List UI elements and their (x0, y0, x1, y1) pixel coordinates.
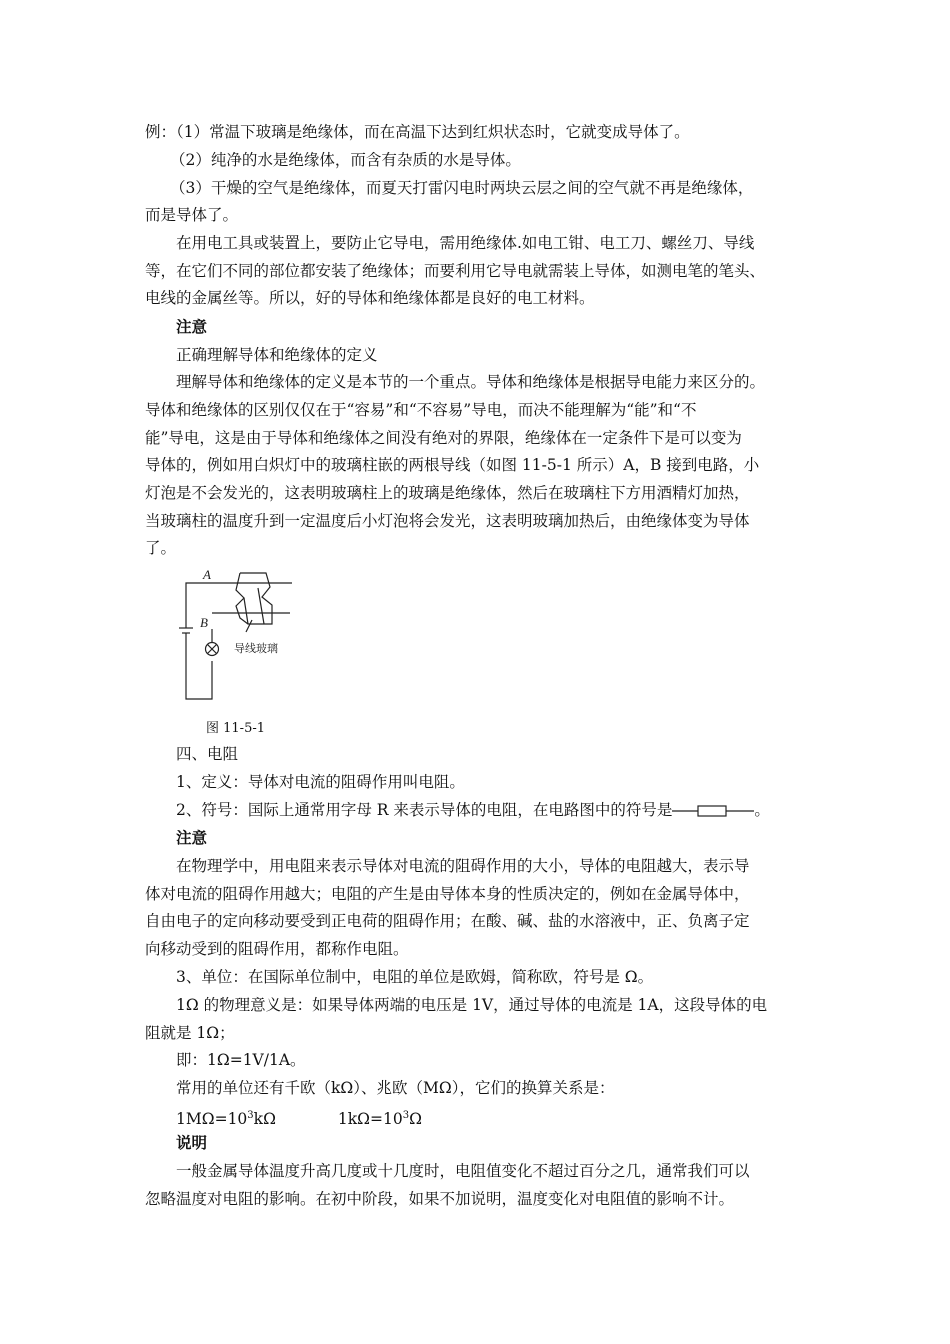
text-line: 正确理解导体和绝缘体的定义 (176, 346, 378, 364)
text-line: 常用的单位还有千欧（kΩ）、兆欧（MΩ），它们的换算关系是： (176, 1079, 615, 1097)
text-line: 导体的，例如用白炽灯中的玻璃柱嵌的两根导线（如图 11-5-1 所示）A，B 接到电路，小 (145, 456, 760, 474)
formula-kilo: $1k\Omega=10^3\Omega$ (337, 1110, 422, 1128)
label-a: A (203, 567, 211, 582)
text-line: （3）干燥的空气是绝缘体，而夏天打雷闪电时两块云层之间的空气就不再是绝缘体， (170, 179, 754, 197)
text-line: 在物理学中，用电阻来表示导体对电流的阻碍作用的大小，导体的电阻越大，表示导 (176, 857, 750, 875)
text-line: 当玻璃柱的温度升到一定温度后小灯泡将会发光，这表明玻璃加热后，由绝缘体变为导体 (145, 512, 750, 530)
text-line: 在用电工具或装置上，要防止它导电，需用绝缘体.如电工钳、电工刀、螺丝刀、导线 (176, 234, 755, 252)
text-line: 能”导电，这是由于导体和绝缘体之间没有绝对的界限，绝缘体在一定条件下是可以变为 (145, 429, 742, 447)
circuit-diagram (178, 562, 308, 702)
text-line: 例：（1）常温下玻璃是绝缘体，而在高温下达到红炽状态时，它就变成导体了。 (145, 123, 690, 141)
text-line: 等，在它们不同的部位都安装了绝缘体；而要利用它导电就需装上导体，如测电笔的笔头、 (145, 262, 766, 280)
figure-caption: 图 11-5-1 (206, 721, 266, 736)
text-line: 而是导体了。 (145, 206, 239, 224)
formula-mega: $1M\Omega=10^3k\Omega$ (176, 1110, 276, 1128)
text-line: 忽略温度对电阻的影响。在初中阶段，如果不加说明，温度变化对电阻值的影响不计。 (145, 1190, 735, 1208)
glass-label: 导线玻璃 (234, 642, 278, 655)
text-span: 2、符号：国际上通常用字母 R 来表示导体的电阻，在电路图中的符号是 (176, 801, 673, 819)
text-line: 1、定义：导体对电流的阻碍作用叫电阻。 (176, 773, 465, 791)
text-line: 自由电子的定向移动要受到正电荷的阻碍作用；在酸、碱、盐的水溶液中，正、负离子定 (145, 912, 750, 930)
text-line: 体对电流的阻碍作用越大；电阻的产生是由导体本身的性质决定的，例如在金属导体中， (145, 885, 750, 903)
text-line: 1Ω 的物理意义是：如果导体两端的电压是 1V，通过导体的电流是 1A，这段导体的电 (176, 996, 768, 1014)
text-line (176, 800, 770, 820)
conversion-line (176, 1106, 422, 1129)
text-line: 理解导体和绝缘体的定义是本节的一个重点。导体和绝缘体是根据导电能力来区分的。 (176, 373, 766, 391)
text-line: 向移动受到的阻碍作用，都称作电阻。 (145, 940, 409, 958)
note-heading: 注意 (176, 317, 208, 336)
section-heading: 四、电阻 (176, 745, 239, 763)
note-heading: 注意 (176, 828, 208, 847)
explanation-heading: 说明 (176, 1133, 208, 1152)
text-line: （2）纯净的水是绝缘体，而含有杂质的水是导体。 (170, 151, 521, 169)
resistor-symbol-icon (672, 804, 754, 818)
label-b: B (200, 615, 208, 630)
text-line: 一般金属导体温度升高几度或十几度时，电阻值变化不超过百分之几，通常我们可以 (176, 1162, 750, 1180)
text-line: 阻就是 1Ω； (145, 1024, 235, 1042)
text-line: 电线的金属丝等。所以，好的导体和绝缘体都是良好的电工材料。 (145, 289, 595, 307)
text-line: 导体和绝缘体的区别仅仅在于“容易”和“不容易”导电，而决不能理解为“能”和“不 (145, 401, 697, 419)
text-line: 即：1Ω=1V/1A。 (176, 1051, 306, 1069)
text-line: 3、单位：在国际单位制中，电阻的单位是欧姆，简称欧，符号是 Ω。 (176, 968, 654, 986)
text-span: 。 (754, 801, 770, 819)
text-line: 灯泡是不会发光的，这表明玻璃柱上的玻璃是绝缘体，然后在玻璃柱下方用酒精灯加热， (145, 484, 750, 502)
text-line: 了。 (145, 539, 177, 557)
